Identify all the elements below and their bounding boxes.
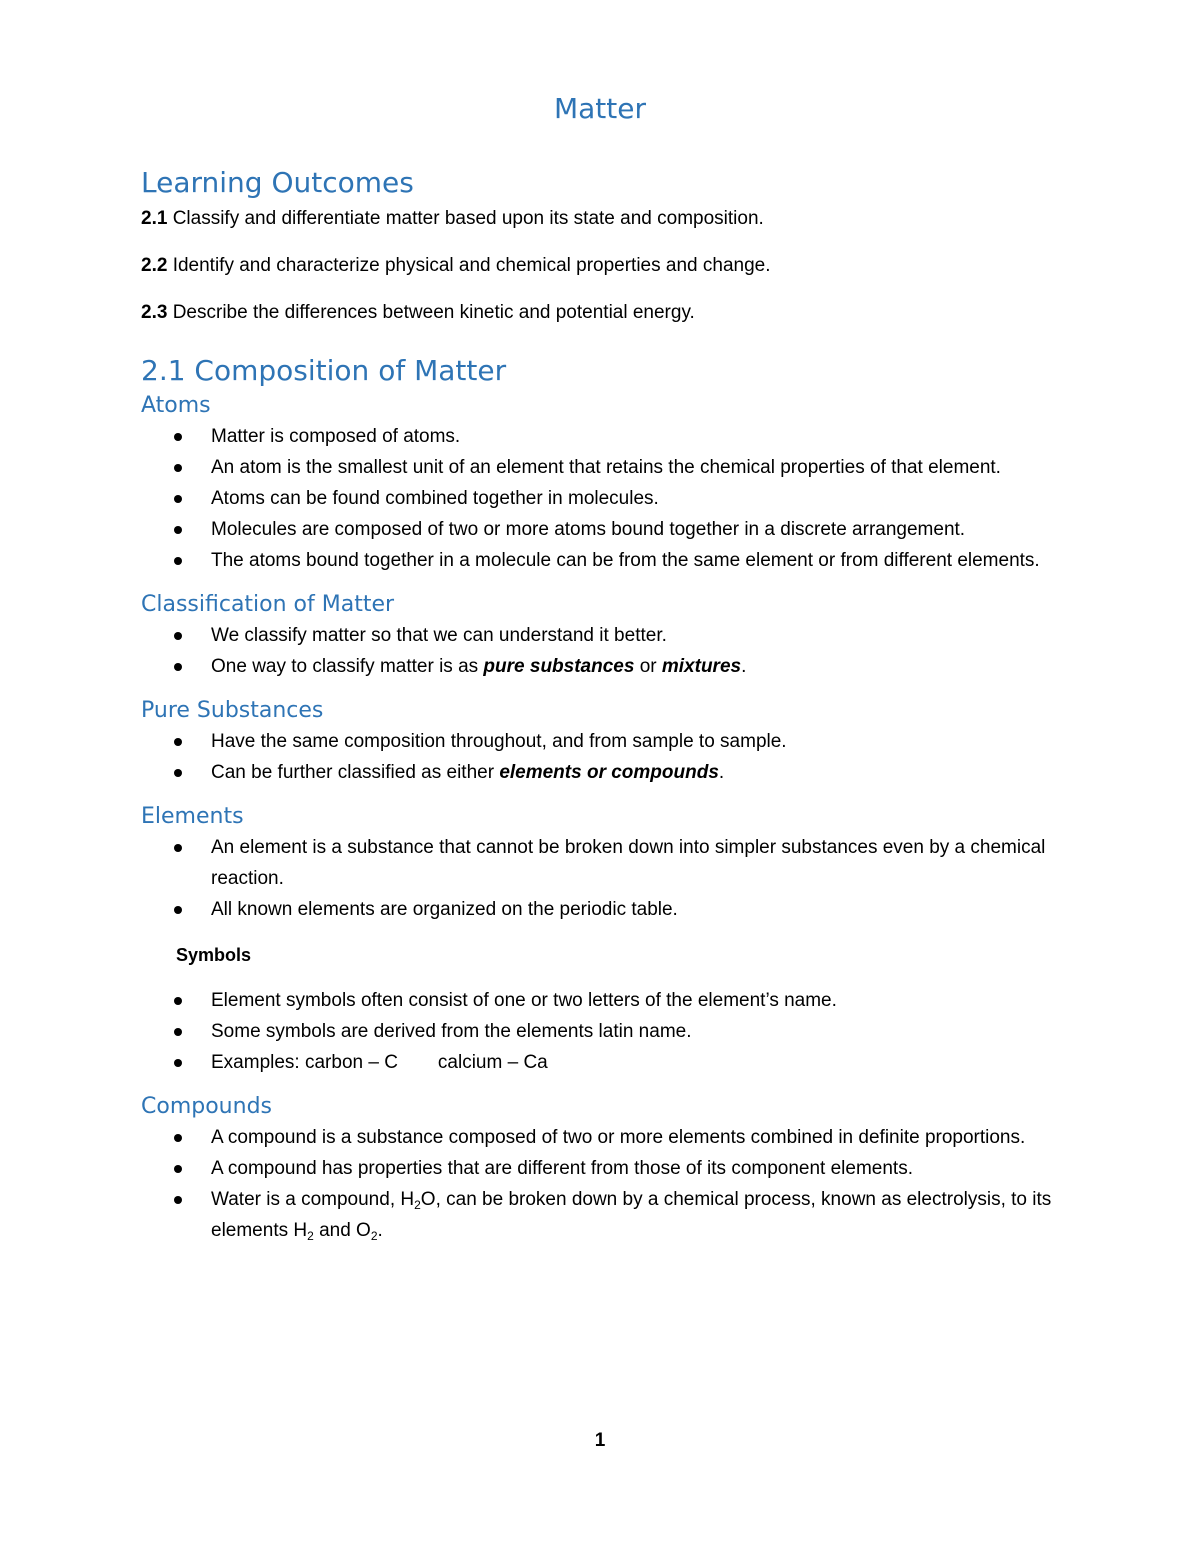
compounds-list <box>141 1122 1061 1246</box>
document-title: Matter <box>553 92 646 125</box>
list-item: We classify matter so that we can understand it better. <box>141 620 1061 651</box>
classification-list <box>141 620 1061 682</box>
classification-heading: Classification of Matter <box>141 592 395 617</box>
bullet-icon <box>174 1134 182 1142</box>
atoms-list <box>141 421 1061 576</box>
bullet-icon <box>174 1196 182 1204</box>
outcome-2-3 <box>141 299 1061 327</box>
list-item: Molecules are composed of two or more atoms bound together in a discrete arrangement. <box>141 514 1061 545</box>
pure-substances-heading: Pure Substances <box>141 698 324 723</box>
outcome-2-1 <box>141 205 1061 233</box>
outcome-number: 2.1 <box>141 208 168 229</box>
outcome-text: Classify and differentiate matter based upon its state and composition. <box>167 208 764 229</box>
list-item: Examples: carbon – C calcium – Ca <box>141 1047 1061 1078</box>
outcome-number: 2.3 <box>141 302 168 323</box>
list-item: Matter is composed of atoms. <box>141 421 1061 452</box>
bullet-icon <box>174 433 182 441</box>
list-item: The atoms bound together in a molecule can be from the same element or from different elements. <box>141 545 1061 576</box>
bullet-icon <box>174 906 182 914</box>
bullet-icon <box>174 1165 182 1173</box>
bullet-icon <box>174 844 182 852</box>
list-item: A compound is a substance composed of two or more elements combined in definite proportions. <box>141 1122 1061 1153</box>
composition-of-matter-heading: 2.1 Composition of Matter <box>141 354 507 387</box>
symbols-list <box>141 985 1061 1078</box>
pure-substances-list <box>141 726 1061 788</box>
list-item: Water is a compound, $H_2O$, can be broken down by a chemical process, known as electrolysis, to its elements $H_2$ and $O_2$. <box>141 1184 1061 1246</box>
list-item: Some symbols are derived from the elements latin name. <box>141 1016 1061 1047</box>
elements-heading: Elements <box>141 804 244 829</box>
atoms-heading: Atoms <box>141 393 211 418</box>
learning-outcomes-heading: Learning Outcomes <box>141 166 414 199</box>
list-item: One way to classify matter is as pure substances or mixtures. <box>141 651 1061 682</box>
outcome-text: Identify and characterize physical and chemical properties and change. <box>167 255 771 276</box>
bullet-icon <box>174 1028 182 1036</box>
bullet-icon <box>174 557 182 565</box>
elements-list <box>141 832 1061 925</box>
bullet-icon <box>174 769 182 777</box>
list-item: An element is a substance that cannot be broken down into simpler substances even by a chemical reaction. <box>141 832 1061 894</box>
list-item: Can be further classified as either elements or compounds. <box>141 757 1061 788</box>
bullet-icon <box>174 997 182 1005</box>
bullet-icon <box>174 495 182 503</box>
list-item: Element symbols often consist of one or two letters of the element’s name. <box>141 985 1061 1016</box>
list-item: A compound has properties that are different from those of its component elements. <box>141 1153 1061 1184</box>
symbols-subheading: Symbols <box>176 945 252 965</box>
bullet-icon <box>174 738 182 746</box>
list-item: An atom is the smallest unit of an element that retains the chemical properties of that element. <box>141 452 1061 483</box>
outcome-text: Describe the differences between kinetic and potential energy. <box>167 302 695 323</box>
document-body <box>141 163 1061 1246</box>
compounds-heading: Compounds <box>141 1094 272 1119</box>
outcome-2-2 <box>141 252 1061 280</box>
page-number: 1 <box>594 1430 606 1451</box>
bullet-icon <box>174 464 182 472</box>
bullet-icon <box>174 663 182 671</box>
bullet-icon <box>174 1059 182 1067</box>
list-item: Atoms can be found combined together in molecules. <box>141 483 1061 514</box>
list-item: Have the same composition throughout, and from sample to sample. <box>141 726 1061 757</box>
list-item: All known elements are organized on the periodic table. <box>141 894 1061 925</box>
bullet-icon <box>174 526 182 534</box>
outcome-number: 2.2 <box>141 255 168 276</box>
bullet-icon <box>174 632 182 640</box>
